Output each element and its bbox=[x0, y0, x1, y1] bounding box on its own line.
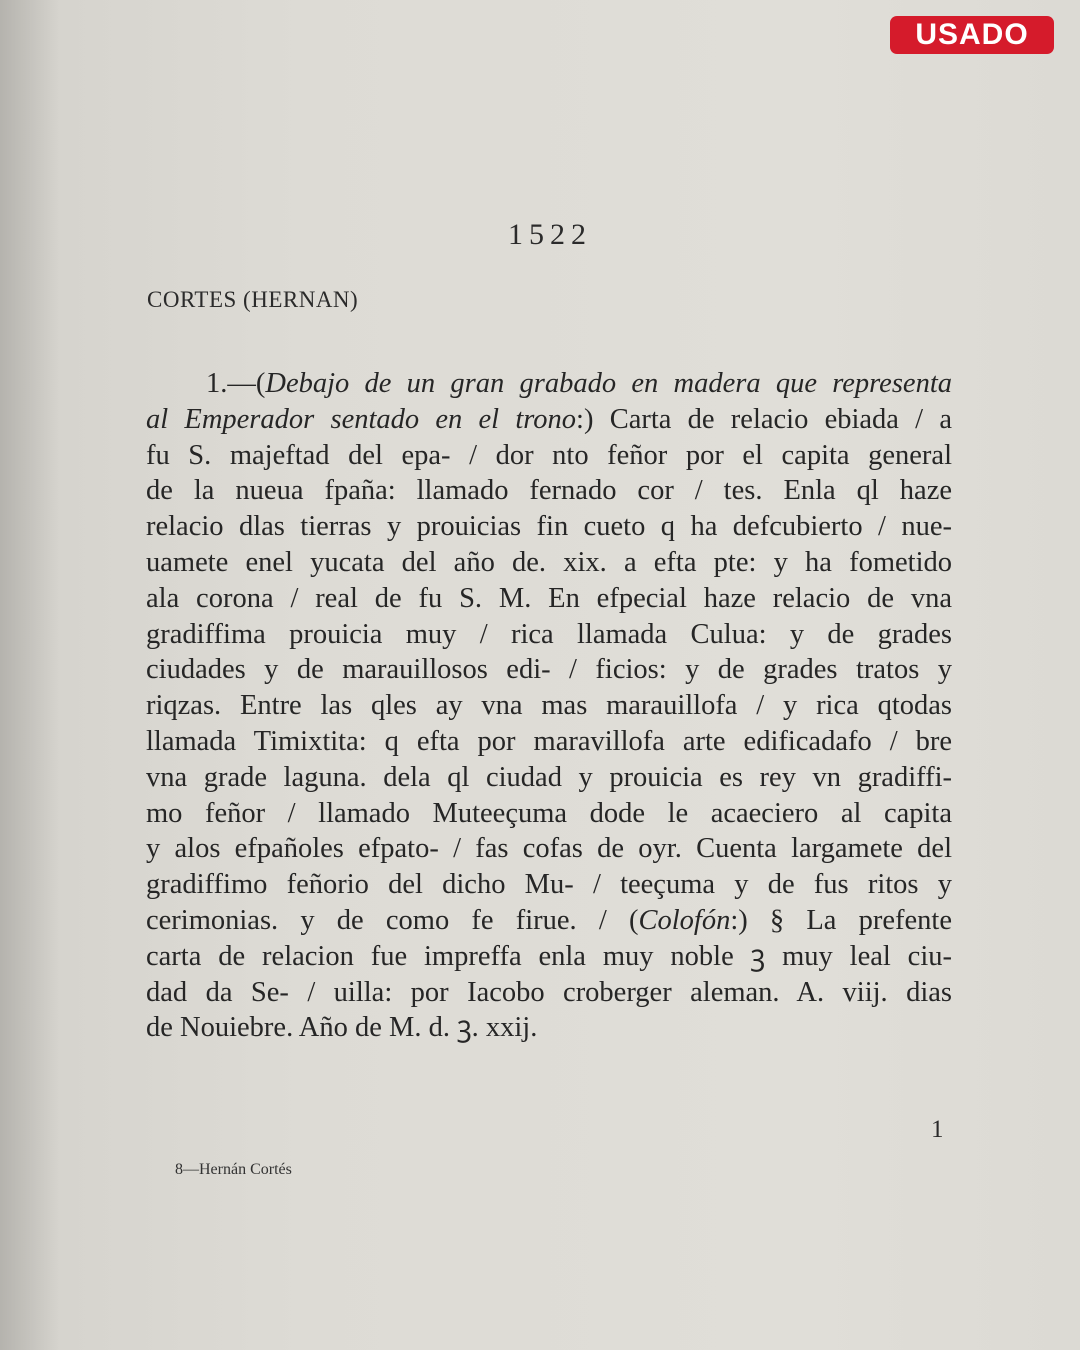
entry-text: ciudades y de marauillosos edi- / ficios: y de grades tratos y bbox=[146, 654, 952, 686]
entry-line bbox=[146, 939, 952, 975]
entry-text: :) Carta de relacio ebiada / a bbox=[576, 403, 952, 435]
entry-line bbox=[146, 1010, 952, 1046]
page-gutter-shadow bbox=[0, 0, 60, 1350]
entry-line bbox=[146, 724, 952, 760]
entry-line bbox=[146, 617, 952, 653]
entry-text: gradiffima prouicia muy / rica llamada Culua: y de grades bbox=[146, 618, 952, 650]
entry-line bbox=[146, 402, 952, 438]
entry-line bbox=[146, 581, 952, 617]
entry-line bbox=[146, 366, 952, 402]
entry-line bbox=[146, 831, 952, 867]
entry-text: y alos efpañoles efpato- / fas cofas de oyr. Cuenta largamete del bbox=[146, 833, 952, 865]
entry-line bbox=[146, 509, 952, 545]
entry-text: llamada Timixtita: q efta por maravillofa arte edificadafo / bre bbox=[146, 725, 952, 757]
entry-line bbox=[146, 867, 952, 903]
entry-text: riqzas. Entre las qles ay vna mas marauillofa / y rica qtodas bbox=[146, 690, 952, 722]
entry-line bbox=[146, 652, 952, 688]
entry-text: :) § La prefente bbox=[730, 904, 952, 936]
entry-text: dad da Se- / uilla: por Iacobo croberger aleman. A. viij. dias bbox=[146, 976, 952, 1008]
entry-text: de la nueua fpaña: llamado fernado cor / tes. Enla ql haze bbox=[146, 475, 952, 507]
entry-text: relacio dlas tierras y prouicias fin cueto q ha defcubierto / nue- bbox=[146, 511, 952, 543]
bibliographic-entry bbox=[146, 366, 952, 1046]
entry-line bbox=[146, 760, 952, 796]
used-badge: USADO bbox=[890, 16, 1054, 54]
entry-text: de Nouiebre. Año de M. d. ꝫ. xxij. bbox=[146, 1012, 538, 1044]
entry-text: 1.—( bbox=[206, 368, 266, 399]
page-number: 1 bbox=[931, 1116, 944, 1143]
entry-text: gradiffimo feñorio del dicho Mu- / teeçuma y de fus ritos y bbox=[146, 869, 952, 901]
entry-text: uamete enel yucata del año de. xix. a efta pte: y ha fometido bbox=[146, 546, 952, 578]
entry-text: carta de relacion fue impreffa enla muy noble ꝫ muy leal ciu- bbox=[146, 940, 952, 972]
entry-line bbox=[146, 438, 952, 474]
entry-line bbox=[146, 903, 952, 939]
entry-text: mo feñor / llamado Muteeçuma dode le acaeciero al capita bbox=[146, 797, 952, 829]
entry-italic-text: Debajo de un gran grabado en madera que representa bbox=[265, 368, 952, 399]
page-year-heading: 1522 bbox=[508, 218, 592, 251]
author-heading: CORTES (HERNAN) bbox=[147, 287, 359, 312]
entry-line bbox=[146, 473, 952, 509]
entry-italic-text: al Emperador sentado en el trono bbox=[146, 403, 577, 435]
entry-line bbox=[146, 975, 952, 1011]
entry-italic-text: Colofón bbox=[638, 904, 731, 936]
entry-line bbox=[146, 545, 952, 581]
entry-line bbox=[146, 688, 952, 724]
footer-signature: 8—Hernán Cortés bbox=[175, 1161, 292, 1178]
entry-text: fu S. majeftad del epa- / dor nto feñor por el capita general bbox=[146, 439, 952, 471]
entry-text: ala corona / real de fu S. M. En efpecial haze relacio de vna bbox=[146, 582, 952, 614]
entry-text: cerimonias. y de como fe firue. / ( bbox=[146, 904, 639, 936]
entry-text: vna grade laguna. dela ql ciudad y prouicia es rey vn gradiffi- bbox=[146, 761, 952, 793]
entry-line bbox=[146, 796, 952, 832]
